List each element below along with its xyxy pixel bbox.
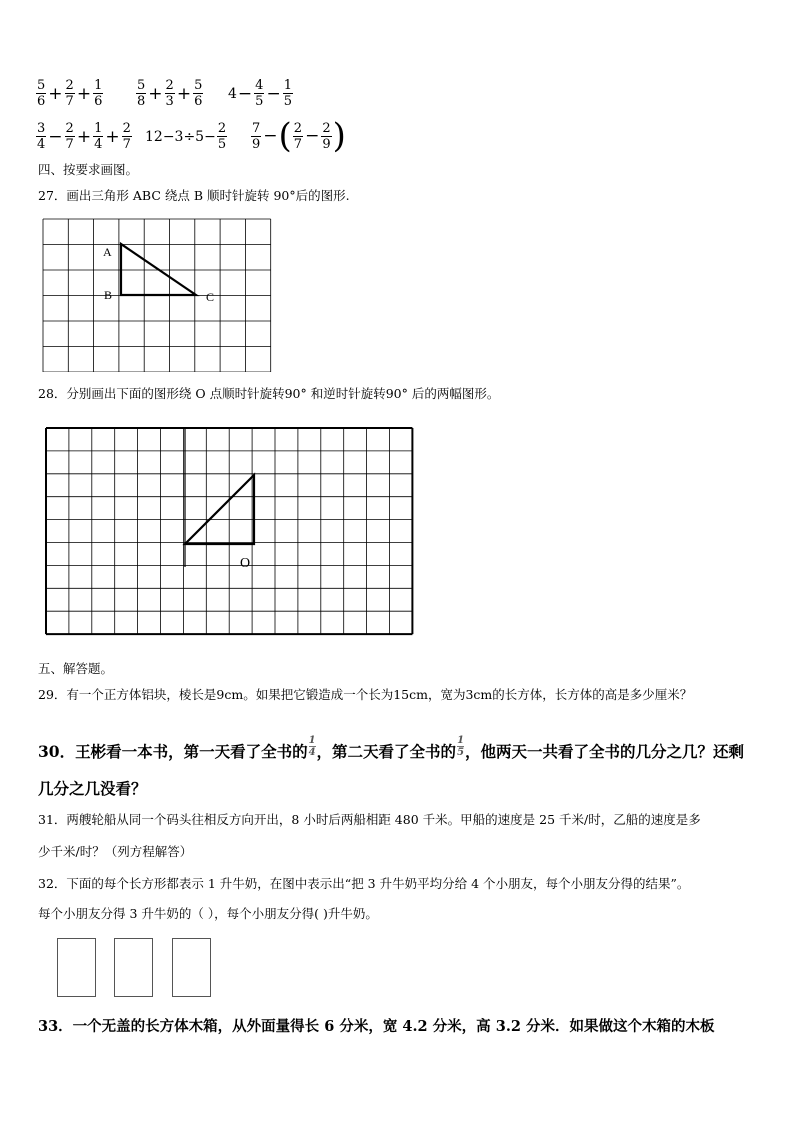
fraction: $\frac{2}{9}$ xyxy=(322,120,331,152)
question-33: 33．一个无盖的长方体木箱，从外面量得长 6 分米，宽 4.2 分米，高 3.2 分米．如果做这个木箱的木板 xyxy=(38,1018,715,1035)
triangle-abc xyxy=(121,244,196,295)
section-heading-5: 五、解答题。 xyxy=(38,661,114,676)
expression-lead: 12−3÷5− xyxy=(145,128,216,145)
fraction: $\frac{2}{7}$ xyxy=(122,121,131,152)
fraction: $\frac{5}{6}$ xyxy=(37,78,46,109)
question-30-line-1: 30．王彬看一本书，第一天看了全书的 $\frac{1}{4}$ ，第二天看了全书的 $\frac{1}{5}$ ，他两天一共看了全书的几分之几？还剩 xyxy=(38,735,745,761)
label-c: C xyxy=(206,290,215,304)
fraction: $\frac{1}{6}$ xyxy=(94,78,103,109)
question-30-line-2: 几分之几没看？ xyxy=(38,779,147,798)
right-paren: ) xyxy=(332,116,346,156)
right-triangle xyxy=(185,475,254,544)
question-32-line-2: 每个小朋友分得 3 升牛奶的（ ），每个小朋友分得( )升牛奶。 xyxy=(38,906,378,921)
expression-6: $\frac{7}{9}$ − ( $\frac{2}{7}$ − $\frac{2}{9}$ ) xyxy=(252,116,346,156)
expression-5 xyxy=(145,121,228,152)
expression-1: $\frac{5}{6}$ + $\frac{2}{7}$ + $\frac{1}{6}$ xyxy=(37,78,103,109)
fraction: $\frac{2}{3}$ xyxy=(165,78,174,109)
fraction: $\frac{2}{7}$ xyxy=(65,121,74,152)
fraction-one-fourth: $\frac{1}{4}$ xyxy=(308,735,316,758)
question-32-line-1: 32．下面的每个长方形都表示 1 升牛奶，在图中表示出“把 3 升牛奶平均分给 4 个小朋友，每个小朋友分得的结果”。 xyxy=(38,876,690,891)
expression-2: $\frac{5}{8}$ + $\frac{2}{3}$ + $\frac{5}{6}$ xyxy=(137,78,203,109)
fraction: $\frac{2}{7}$ xyxy=(293,120,303,152)
fraction: $\frac{5}{8}$ xyxy=(137,78,146,109)
question-27: 27．画出三角形 ABC 绕点 B 顺时针旋转 90°后的图形. xyxy=(38,188,350,203)
fraction: $\frac{7}{9}$ xyxy=(252,120,261,152)
question-28: 28．分别画出下面的图形绕 O 点顺时针旋转90° 和逆时针旋转90° 后的两幅图形。 xyxy=(38,386,500,401)
question-31-line-2: 少千米/时？（列方程解答） xyxy=(38,844,193,859)
milk-rectangle-1 xyxy=(57,938,96,997)
fraction: $\frac{1}{4}$ xyxy=(94,121,103,152)
question-29: 29．有一个正方体铝块，棱长是9cm。如果把它锻造成一个长为15cm，宽为3cm的长方体，长方体的高是多少厘米？ xyxy=(38,687,693,702)
grid-28 xyxy=(45,427,415,637)
expression-4: $\frac{3}{4}$ − $\frac{2}{7}$ + $\frac{1}{4}$ + $\frac{2}{7}$ xyxy=(37,121,131,152)
label-a: A xyxy=(103,245,112,259)
fraction: $\frac{2}{5}$ xyxy=(217,121,227,152)
label-b: B xyxy=(104,288,113,302)
fraction: $\frac{5}{6}$ xyxy=(194,78,203,109)
whole-number: 4 xyxy=(228,85,237,102)
fraction: $\frac{3}{4}$ xyxy=(37,121,46,152)
fraction: $\frac{4}{5}$ xyxy=(255,78,264,109)
grid-27 xyxy=(42,218,274,372)
label-o: O xyxy=(240,556,251,571)
left-paren: ( xyxy=(278,116,292,156)
fraction: $\frac{2}{7}$ xyxy=(65,78,74,109)
section-heading-4: 四、按要求画图。 xyxy=(38,162,139,177)
expression-3: 4 − $\frac{4}{5}$ − $\frac{1}{5}$ xyxy=(228,78,292,109)
fraction-one-fifth: $\frac{1}{5}$ xyxy=(457,735,465,758)
fraction: $\frac{1}{5}$ xyxy=(283,78,292,109)
milk-rectangle-2 xyxy=(114,938,153,997)
milk-rectangle-3 xyxy=(172,938,211,997)
question-31-line-1: 31．两艘轮船从同一个码头往相反方向开出，8 小时后两船相距 480 千米。甲船的速度是 25 千米/时，乙船的速度是多 xyxy=(38,812,701,827)
